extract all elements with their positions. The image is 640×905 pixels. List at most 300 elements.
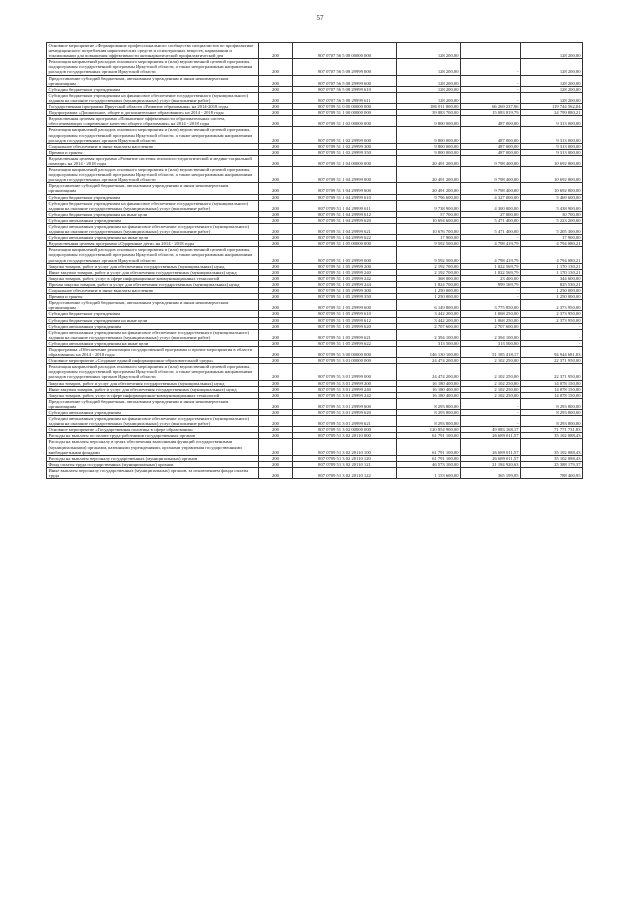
- row-budget-classification: 807 0709 51 1 05 29999 622: [293, 340, 397, 346]
- row-code: 200: [259, 346, 293, 357]
- row-remaining-amount: 2 373 950,00: [521, 300, 583, 311]
- row-description: Реализация направлений расходов основного мероприятия и (или) ведомственной целевой программы, подпрограммы государственной программы Иркутской области, а также непрограммным направлениям расходов государственных органов Иркутской области: [47, 59, 259, 75]
- row-executed-amount: 1 022 569,79: [461, 269, 521, 275]
- row-remaining-amount: 14 078 150,00: [521, 392, 583, 398]
- row-approved-amount: 9 800 000,00: [397, 149, 461, 155]
- row-executed-amount: 487 000,00: [461, 143, 521, 149]
- row-budget-classification: 807 0709 51 1 04 29999 611: [293, 200, 397, 211]
- row-remaining-amount: 5 223 200,00: [521, 217, 583, 223]
- row-description: Закупка товаров, работ, услуг в сфере информационно-коммуникационных технологий: [47, 392, 259, 398]
- row-code: 200: [259, 455, 293, 461]
- row-remaining-amount: 10 692 800,00: [521, 183, 583, 194]
- row-remaining-amount: 128 200,00: [521, 92, 583, 103]
- row-remaining-amount: 8 293 800,00: [521, 398, 583, 409]
- row-description: Иные выплаты персоналу государственных (муниципальных) органов, за исключением фонда оплаты труда: [47, 467, 259, 478]
- row-code: 200: [259, 311, 293, 317]
- row-executed-amount: 26 689 011,57: [461, 439, 521, 455]
- row-code: 200: [259, 167, 293, 183]
- row-budget-classification: 807 0709 51 1 05 29999 621: [293, 329, 397, 340]
- row-code: 200: [259, 358, 293, 364]
- row-description: Подпрограмма «Обеспечение реализации государственной программы и прочие мероприятия в области образования» на 2014 - 2018 годы: [47, 346, 259, 357]
- row-budget-classification: 807 0709 51 1 02 29999 000: [293, 127, 397, 143]
- row-budget-classification: 807 0709 51 3 02 20110 121: [293, 461, 397, 467]
- row-approved-amount: 16 180 400,00: [397, 380, 461, 386]
- row-executed-amount: 2 394 100,00: [461, 329, 521, 340]
- table-row: [47, 155, 583, 166]
- row-executed-amount: 365 199,05: [461, 467, 521, 478]
- row-description: Субсидии автономным учреждениям на иные цели: [47, 340, 259, 346]
- row-budget-classification: 807 0709 51 3 02 20110 100: [293, 439, 397, 455]
- row-code: 200: [259, 386, 293, 392]
- row-executed-amount: -: [461, 59, 521, 75]
- row-remaining-amount: -: [521, 329, 583, 340]
- row-description: Реализация направлений расходов основного мероприятия и (или) ведомственной целевой программы, подпрограммы государственной программы Иркутской области, а также непрограммным направлениям расходов государственных органов Иркутской области: [47, 364, 259, 380]
- row-budget-classification: 807 0709 51 1 04 29999 620: [293, 217, 397, 223]
- row-remaining-amount: 1 170 130,21: [521, 269, 583, 275]
- row-executed-amount: 2 102 250,00: [461, 386, 521, 392]
- row-description: Социальное обеспечение и иные выплаты населению: [47, 143, 259, 149]
- row-approved-amount: 16 180 400,00: [397, 386, 461, 392]
- row-description: Основное мероприятие «Создание единой информационно-образовательной среды»: [47, 358, 259, 364]
- row-remaining-amount: 2 373 950,00: [521, 311, 583, 317]
- row-approved-amount: 9 800 000,00: [397, 143, 461, 149]
- table-row: [47, 75, 583, 86]
- row-remaining-amount: 10 692 800,00: [521, 167, 583, 183]
- row-remaining-amount: 94 944 681,83: [521, 346, 583, 357]
- row-code: 200: [259, 300, 293, 311]
- row-code: 200: [259, 461, 293, 467]
- row-code: 200: [259, 275, 293, 281]
- row-description: Премии и гранты: [47, 149, 259, 155]
- row-executed-amount: 5 471 400,00: [461, 217, 521, 223]
- row-code: 200: [259, 329, 293, 340]
- row-remaining-amount: 30 700,00: [521, 211, 583, 217]
- row-description: Субсидии бюджетным учреждениям на финансовое обеспечение государственного (муниципального) задания на оказание государственных (муниципальных) услуг (выполнение работ): [47, 200, 259, 211]
- row-budget-classification: 807 0709 51 0 00 00000 000: [293, 104, 397, 110]
- row-budget-classification: 807 0709 51 3 01 29999 200: [293, 380, 397, 386]
- row-executed-amount: 999 169,79: [461, 281, 521, 287]
- row-budget-classification: 807 0709 51 3 02 20110 000: [293, 433, 397, 439]
- row-remaining-amount: -: [521, 323, 583, 329]
- row-description: Реализация направлений расходов основного мероприятия и (или) ведомственной целевой программы, подпрограммы государственной программы Иркутской области, а также непрограммным направлениям расходов государственных органов Иркутской области: [47, 167, 259, 183]
- table-row: [47, 398, 583, 409]
- row-remaining-amount: 14 078 150,00: [521, 386, 583, 392]
- row-budget-classification: 807 0709 51 1 05 29999 244: [293, 281, 397, 287]
- row-budget-classification: 807 0709 51 1 04 29999 622: [293, 235, 397, 241]
- row-description: Ведомственная целевая программа «Одаренные дети» на 2014 - 2018 годы: [47, 241, 259, 247]
- row-description: Субсидии автономным учреждениям: [47, 323, 259, 329]
- row-budget-classification: 807 0709 51 3 01 29999 600: [293, 398, 397, 409]
- row-remaining-amount: 128 200,00: [521, 43, 583, 59]
- row-remaining-amount: 344 600,00: [521, 275, 583, 281]
- row-remaining-amount: 5 205 300,00: [521, 224, 583, 235]
- row-code: 200: [259, 340, 293, 346]
- row-code: 200: [259, 241, 293, 247]
- row-code: 200: [259, 86, 293, 92]
- row-executed-amount: -: [461, 86, 521, 92]
- row-remaining-amount: 14 078 150,00: [521, 380, 583, 386]
- row-remaining-amount: 35 102 088,43: [521, 433, 583, 439]
- row-approved-amount: 1 250 000,00: [397, 288, 461, 294]
- row-description: Иные закупки товаров, работ и услуг для обеспечения государственных (муниципальных) нужд: [47, 269, 259, 275]
- table-row: [47, 247, 583, 263]
- row-remaining-amount: 128 200,00: [521, 86, 583, 92]
- row-remaining-amount: 35 102 088,43: [521, 439, 583, 455]
- row-remaining-amount: 8 293 800,00: [521, 416, 583, 427]
- row-executed-amount: 21 184 920,63: [461, 461, 521, 467]
- row-remaining-amount: 4 794 080,21: [521, 241, 583, 247]
- row-budget-classification: 807 0707 56 5 08 00000 000: [293, 43, 397, 59]
- row-approved-amount: 9 796 600,00: [397, 194, 461, 200]
- page-number: 57: [316, 14, 324, 22]
- row-budget-classification: 807 0709 51 1 05 29999 610: [293, 311, 397, 317]
- row-remaining-amount: 24 799 880,21: [521, 110, 583, 116]
- table-row: [47, 346, 583, 357]
- row-code: 200: [259, 200, 293, 211]
- row-code: 200: [259, 143, 293, 149]
- row-description: Ведомственная целевая программа «Повышение эффективности образовательных систем, обеспечивающих современное качество общего образования» на 2014 - 2018 годы: [47, 116, 259, 127]
- row-description: Предоставление субсидий бюджетным, автономным учреждениям и иным некоммерческим организациям: [47, 183, 259, 194]
- row-executed-amount: 49 083 168,17: [461, 427, 521, 433]
- row-code: 200: [259, 211, 293, 217]
- row-executed-amount: 1 068 250,00: [461, 317, 521, 323]
- row-executed-amount: 2 102 250,00: [461, 358, 521, 364]
- row-approved-amount: 17 900,00: [397, 235, 461, 241]
- row-description: Субсидии бюджетным учреждениям на иные цели: [47, 317, 259, 323]
- row-description: Фонд оплаты труда государственных (муниципальных) органов: [47, 461, 259, 467]
- row-code: 200: [259, 416, 293, 427]
- row-approved-amount: 8 293 800,00: [397, 416, 461, 427]
- row-executed-amount: 15 083 819,79: [461, 110, 521, 116]
- row-remaining-amount: 35 102 088,43: [521, 455, 583, 461]
- row-approved-amount: 128 200,00: [397, 43, 461, 59]
- row-description: Субсидии бюджетным учреждениям: [47, 194, 259, 200]
- row-remaining-amount: 788 400,95: [521, 467, 583, 478]
- table-row: [47, 300, 583, 311]
- row-budget-classification: 807 0709 51 1 04 00000 000: [293, 155, 397, 166]
- row-budget-classification: 807 0709 51 1 04 29999 600: [293, 183, 397, 194]
- row-approved-amount: 3 442 200,00: [397, 317, 461, 323]
- row-code: 200: [259, 217, 293, 223]
- table-row: [47, 329, 583, 340]
- row-approved-amount: 61 791 100,00: [397, 433, 461, 439]
- row-budget-classification: 807 0709 51 3 02 20110 120: [293, 455, 397, 461]
- row-executed-amount: 313 500,00: [461, 340, 521, 346]
- row-approved-amount: 6 149 800,00: [397, 300, 461, 311]
- row-budget-classification: 807 0709 51 1 05 29999 300: [293, 288, 397, 294]
- row-budget-classification: 807 0709 51 1 05 29999 350: [293, 294, 397, 300]
- row-budget-classification: 807 0709 51 1 05 29999 242: [293, 275, 397, 281]
- row-approved-amount: 20 491 200,00: [397, 167, 461, 183]
- row-budget-classification: 807 0707 56 5 08 29999 000: [293, 59, 397, 75]
- table-row: [47, 59, 583, 75]
- row-executed-amount: 2 102 250,00: [461, 392, 521, 398]
- row-approved-amount: 24 474 200,00: [397, 364, 461, 380]
- row-remaining-amount: 128 200,00: [521, 75, 583, 86]
- row-budget-classification: 807 0709 51 3 01 00000 000: [293, 358, 397, 364]
- row-remaining-amount: 1 250 000,00: [521, 288, 583, 294]
- row-budget-classification: 807 0709 51 1 04 29999 612: [293, 211, 397, 217]
- row-description: Подпрограмма «Дошкольное, общее и дополнительное образование» на 2014 - 2018 годы: [47, 110, 259, 116]
- row-remaining-amount: 1 250 000,00: [521, 294, 583, 300]
- row-remaining-amount: 5 438 900,00: [521, 200, 583, 211]
- row-remaining-amount: 9 313 000,00: [521, 116, 583, 127]
- row-executed-amount: 5 471 400,00: [461, 224, 521, 235]
- row-description: Субсидии автономным учреждениям на финансовое обеспечение государственного (муниципального) задания на оказание государственных (муниципальных) услуг (выполнение работ): [47, 329, 259, 340]
- row-code: 200: [259, 323, 293, 329]
- table-row: [47, 116, 583, 127]
- row-approved-amount: 10 694 600,00: [397, 217, 461, 223]
- row-approved-amount: 186 011 800,00: [397, 104, 461, 110]
- row-approved-amount: 1 153 600,00: [397, 467, 461, 478]
- row-code: 200: [259, 392, 293, 398]
- row-approved-amount: 2 192 700,00: [397, 263, 461, 269]
- row-executed-amount: [461, 43, 521, 59]
- row-description: Субсидии бюджетным учреждениям: [47, 86, 259, 92]
- row-code: 200: [259, 281, 293, 287]
- row-approved-amount: 9 592 500,00: [397, 241, 461, 247]
- row-remaining-amount: 8 293 800,00: [521, 410, 583, 416]
- row-approved-amount: 2 192 700,00: [397, 269, 461, 275]
- row-code: 200: [259, 59, 293, 75]
- row-description: Социальное обеспечение и иные выплаты населению: [47, 288, 259, 294]
- row-approved-amount: 128 200,00: [397, 86, 461, 92]
- row-approved-amount: 313 500,00: [397, 340, 461, 346]
- row-budget-classification: 807 0709 51 3 01 29999 621: [293, 416, 397, 427]
- row-code: 200: [259, 380, 293, 386]
- row-executed-amount: 4 300 000,00: [461, 200, 521, 211]
- row-description: Расходы на выплаты по оплате труда работников государственных органов: [47, 433, 259, 439]
- row-approved-amount: 24 474 200,00: [397, 358, 461, 364]
- row-approved-amount: 128 200,00: [397, 59, 461, 75]
- row-approved-amount: 16 180 400,00: [397, 392, 461, 398]
- row-code: 200: [259, 294, 293, 300]
- table-row: [47, 92, 583, 103]
- row-executed-amount: -: [461, 416, 521, 427]
- row-approved-amount: 120 854 900,00: [397, 427, 461, 433]
- row-code: 200: [259, 127, 293, 143]
- row-code: 200: [259, 288, 293, 294]
- row-executed-amount: 4 798 419,79: [461, 241, 521, 247]
- row-budget-classification: 807 0709 51 1 04 29999 000: [293, 167, 397, 183]
- row-executed-amount: -: [461, 398, 521, 409]
- table-row: [47, 364, 583, 380]
- row-budget-classification: 807 0709 51 1 05 29999 000: [293, 247, 397, 263]
- row-description: Реализация направлений расходов основного мероприятия и (или) ведомственной целевой программы, подпрограммы государственной программы Иркутской области, а также непрограммным направлениям расходов государственных органов Иркутской области: [47, 127, 259, 143]
- row-executed-amount: 9 798 400,00: [461, 155, 521, 166]
- row-remaining-amount: 22 371 950,00: [521, 364, 583, 380]
- row-approved-amount: 39 883 700,00: [397, 110, 461, 116]
- row-code: 200: [259, 43, 293, 59]
- row-code: 200: [259, 183, 293, 194]
- row-budget-classification: 807 0709 51 1 02 29999 350: [293, 149, 397, 155]
- row-executed-amount: 4 327 000,00: [461, 194, 521, 200]
- row-approved-amount: 2 707 600,00: [397, 323, 461, 329]
- row-budget-classification: 807 0709 51 3 01 29999 240: [293, 386, 397, 392]
- row-budget-classification: 807 0709 51 3 02 20110 122: [293, 467, 397, 478]
- row-description: Закупка товаров, работ и услуг для обеспечения государственных (муниципальных) нужд: [47, 263, 259, 269]
- row-description: Субсидии автономным учреждениям: [47, 217, 259, 223]
- row-code: 200: [259, 398, 293, 409]
- row-code: 200: [259, 92, 293, 103]
- row-executed-amount: 26 689 011,57: [461, 455, 521, 461]
- row-approved-amount: 46 573 100,00: [397, 461, 461, 467]
- row-description: Субсидии бюджетным учреждениям на иные цели: [47, 211, 259, 217]
- row-description: Иные закупки товаров, работ и услуг для обеспечения государственных (муниципальных) нужд: [47, 386, 259, 392]
- row-budget-classification: 807 0709 51 3 00 00000 000: [293, 346, 397, 357]
- row-executed-amount: 26 689 011,57: [461, 433, 521, 439]
- row-approved-amount: 3 442 200,00: [397, 311, 461, 317]
- row-executed-amount: 9 798 400,00: [461, 167, 521, 183]
- row-budget-classification: 807 0707 56 5 08 29999 610: [293, 86, 397, 92]
- row-description: Предоставление субсидий бюджетным, автономным учреждениям и иным некоммерческим организациям: [47, 398, 259, 409]
- row-code: 200: [259, 116, 293, 127]
- row-budget-classification: 807 0709 51 1 00 00000 000: [293, 110, 397, 116]
- row-code: 200: [259, 410, 293, 416]
- row-code: 200: [259, 235, 293, 241]
- row-executed-amount: 66 269 237,96: [461, 104, 521, 110]
- row-code: 200: [259, 427, 293, 433]
- row-executed-amount: 487 000,00: [461, 149, 521, 155]
- budget-table: [46, 42, 583, 479]
- row-remaining-amount: 119 744 562,04: [521, 104, 583, 110]
- row-remaining-amount: 22 371 950,00: [521, 358, 583, 364]
- row-remaining-amount: 9 313 000,00: [521, 143, 583, 149]
- row-budget-classification: 807 0709 51 1 05 00000 000: [293, 241, 397, 247]
- table-row: [47, 127, 583, 143]
- row-approved-amount: 10 676 700,00: [397, 224, 461, 235]
- row-executed-amount: -: [461, 294, 521, 300]
- row-approved-amount: 146 130 100,00: [397, 346, 461, 357]
- row-description: Субсидии автономным учреждениям на иные цели: [47, 235, 259, 241]
- row-executed-amount: 1 022 569,79: [461, 263, 521, 269]
- row-code: 200: [259, 224, 293, 235]
- row-remaining-amount: 4 794 080,21: [521, 247, 583, 263]
- row-budget-classification: 807 0707 56 5 08 29999 600: [293, 75, 397, 86]
- row-executed-amount: 23 400,00: [461, 275, 521, 281]
- row-description: Закупка товаров, работ, услуг в сфере информационно-коммуникационных технологий: [47, 275, 259, 281]
- row-executed-amount: 2 707 600,00: [461, 323, 521, 329]
- row-approved-amount: 20 491 200,00: [397, 155, 461, 166]
- row-description: Субсидии автономным учреждениям на финансовое обеспечение государственного (муниципального) задания на оказание государственных (муниципальных) услуг (выполнение работ): [47, 416, 259, 427]
- row-code: 200: [259, 269, 293, 275]
- row-code: 200: [259, 104, 293, 110]
- row-remaining-amount: 25 388 179,37: [521, 461, 583, 467]
- row-remaining-amount: 825 530,21: [521, 281, 583, 287]
- row-executed-amount: 4 798 419,79: [461, 247, 521, 263]
- row-approved-amount: 61 791 100,00: [397, 439, 461, 455]
- row-code: 200: [259, 433, 293, 439]
- row-approved-amount: 9 800 000,00: [397, 116, 461, 127]
- row-budget-classification: 807 0709 51 3 01 29999 242: [293, 392, 397, 398]
- row-remaining-amount: 2 373 950,00: [521, 317, 583, 323]
- row-budget-classification: 807 0709 51 3 01 29999 000: [293, 364, 397, 380]
- row-description: Субсидии автономным учреждениям: [47, 410, 259, 416]
- row-budget-classification: 807 0709 51 3 01 29999 620: [293, 410, 397, 416]
- row-description: Прочая закупка товаров, работ и услуг для обеспечения государственных (муниципальных) нужд: [47, 281, 259, 287]
- row-approved-amount: 1 250 000,00: [397, 294, 461, 300]
- row-code: 200: [259, 467, 293, 478]
- row-executed-amount: -: [461, 92, 521, 103]
- table-row: [47, 200, 583, 211]
- row-budget-classification: 807 0709 51 1 05 29999 240: [293, 269, 397, 275]
- row-description: Предоставление субсидий бюджетным, автономным учреждениям и иным некоммерческим организациям: [47, 75, 259, 86]
- row-executed-amount: 487 000,00: [461, 127, 521, 143]
- table-row: [47, 43, 583, 59]
- row-executed-amount: -: [461, 75, 521, 86]
- row-code: 200: [259, 110, 293, 116]
- row-budget-classification: 807 0709 51 1 02 00000 000: [293, 116, 397, 127]
- row-remaining-amount: 17 900,00: [521, 235, 583, 241]
- row-description: Ведомственная целевая программа «Развитие системы психолого-педагогической и медико-социальной помощи» на 2014 - 2018 годы: [47, 155, 259, 166]
- row-description: Предоставление субсидий бюджетным, автономным учреждениям и иным некоммерческим организациям: [47, 300, 259, 311]
- row-remaining-amount: 9 313 000,00: [521, 127, 583, 143]
- row-executed-amount: 9 798 400,00: [461, 183, 521, 194]
- row-remaining-amount: -: [521, 340, 583, 346]
- row-budget-classification: 807 0709 51 1 05 29999 200: [293, 263, 397, 269]
- row-code: 200: [259, 155, 293, 166]
- row-executed-amount: 27 000,00: [461, 211, 521, 217]
- row-description: Государственная программа Иркутской области «Развитие образования» на 2014-2018 годы: [47, 104, 259, 110]
- row-executed-amount: 2 102 250,00: [461, 364, 521, 380]
- row-code: 200: [259, 247, 293, 263]
- row-remaining-amount: 128 200,00: [521, 59, 583, 75]
- row-budget-classification: 807 0709 51 1 05 29999 620: [293, 323, 397, 329]
- table-row: [47, 167, 583, 183]
- row-executed-amount: 51 185 418,17: [461, 346, 521, 357]
- row-approved-amount: 1 824 700,00: [397, 281, 461, 287]
- row-approved-amount: 9 738 900,00: [397, 200, 461, 211]
- row-budget-classification: 807 0709 51 1 05 29999 612: [293, 317, 397, 323]
- row-remaining-amount: 71 771 731,83: [521, 427, 583, 433]
- row-description: Субсидии бюджетным учреждениям на финансовое обеспечение государственного (муниципального) задания на оказание государственных (муниципальных) услуг (выполнение работ): [47, 92, 259, 103]
- row-budget-classification: 807 0709 51 3 02 00000 000: [293, 427, 397, 433]
- row-remaining-amount: 1 170 130,21: [521, 263, 583, 269]
- row-executed-amount: 3 775 850,00: [461, 300, 521, 311]
- row-approved-amount: 9 800 000,00: [397, 127, 461, 143]
- row-description: Основное мероприятие «Государственная политика в сфере образования»: [47, 427, 259, 433]
- row-description: Субсидии автономным учреждениям на финансовое обеспечение государственного (муниципального) задания на оказание государственных (муниципальных) услуг (выполнение работ): [47, 224, 259, 235]
- row-approved-amount: 2 394 100,00: [397, 329, 461, 340]
- row-budget-classification: 807 0709 51 1 05 29999 600: [293, 300, 397, 311]
- row-description: Субсидии бюджетным учреждениям: [47, 311, 259, 317]
- row-executed-amount: -: [461, 235, 521, 241]
- row-approved-amount: 368 000,00: [397, 275, 461, 281]
- row-approved-amount: 9 592 500,00: [397, 247, 461, 263]
- row-executed-amount: 2 102 250,00: [461, 380, 521, 386]
- row-code: 200: [259, 364, 293, 380]
- row-approved-amount: 61 791 100,00: [397, 455, 461, 461]
- row-code: 200: [259, 263, 293, 269]
- row-code: 200: [259, 75, 293, 86]
- row-budget-classification: 807 0709 51 1 04 29999 610: [293, 194, 397, 200]
- row-executed-amount: 1 068 250,00: [461, 311, 521, 317]
- row-code: 200: [259, 439, 293, 455]
- row-budget-classification: 807 0709 51 1 04 29999 621: [293, 224, 397, 235]
- row-approved-amount: 20 491 200,00: [397, 183, 461, 194]
- row-code: 200: [259, 317, 293, 323]
- table-row: [47, 416, 583, 427]
- table-row: [47, 439, 583, 455]
- row-executed-amount: -: [461, 410, 521, 416]
- row-budget-classification: 807 0707 56 5 08 29999 611: [293, 92, 397, 103]
- row-description: Премии и гранты: [47, 294, 259, 300]
- row-description: Основное мероприятие «Формирование профессионального сообщества специалистов по профилактике немедицинского потребления наркотических средств и психотропных веществ, наркомании и токсикомании для повышения эффективности антинаркотической профилактической дея: [47, 43, 259, 59]
- row-description: Расходы на выплаты персоналу в целях обеспечения выполнения функций государственными (муниципальными) органами, казенными учреждениями, органами управления государственными внебюджетными фондами: [47, 439, 259, 455]
- row-approved-amount: 128 200,00: [397, 75, 461, 86]
- row-code: 200: [259, 194, 293, 200]
- row-approved-amount: 128 200,00: [397, 92, 461, 103]
